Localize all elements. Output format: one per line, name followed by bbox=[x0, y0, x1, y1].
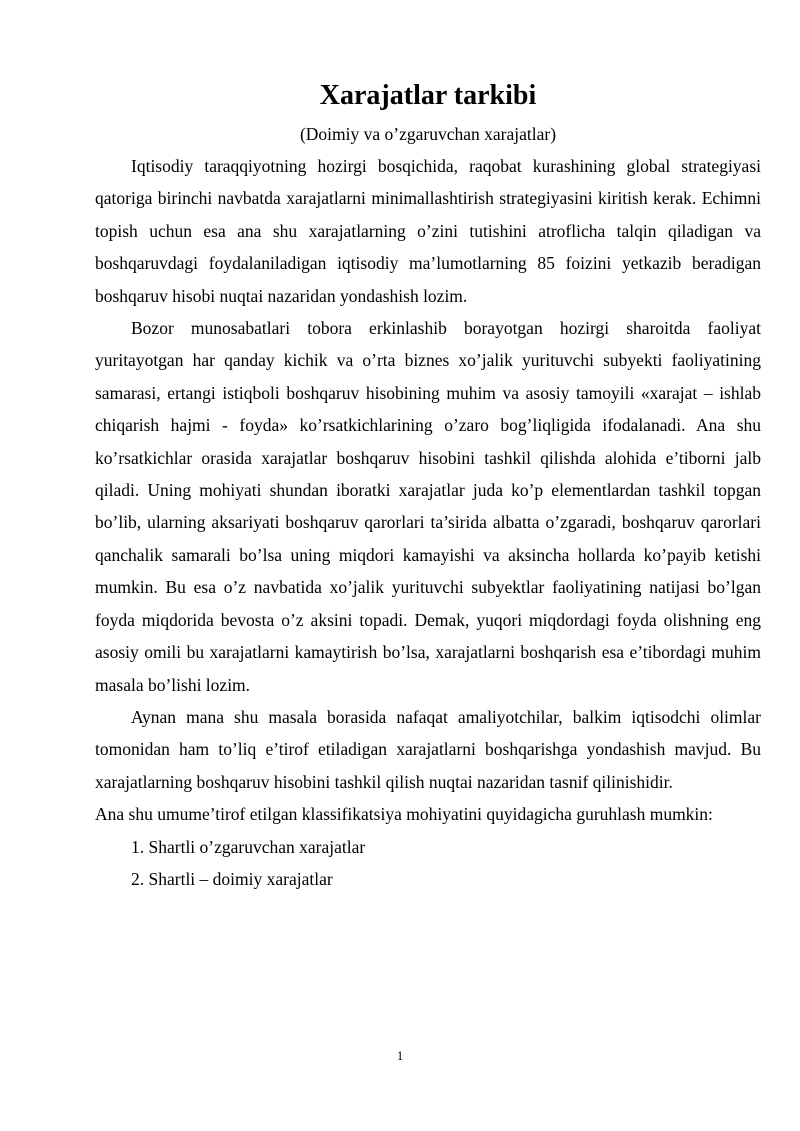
paragraph-1: Iqtisodiy taraqqiyotning hozirgi bosqichida, raqobat kurashining global strategiyasi qatoriga birinchi navbatda xarajatlarni minimallashtirish strategiyasini kiritish kerak. Echimni topish uchun esa ana shu xarajatlarning o’zini tutishini atroflicha talqin qiladigan va boshqaruvdagi foydalaniladigan iqtisodiy ma’lumotlarning 85 foizini yetkazib beradigan boshqaruv hisobi nuqtai nazaridan yondashish lozim. bbox=[95, 156, 761, 306]
classification-intro: Ana shu umume’tirof etilgan klassifikatsiya mohiyatini quyidagicha guruhlash mumkin: bbox=[95, 804, 713, 825]
document-subtitle: (Doimiy va o’zgaruvchan xarajatlar) bbox=[299, 124, 557, 144]
paragraph-2: Bozor munosabatlari tobora erkinlashib borayotgan hozirgi sharoitda faoliyat yuritayotgan har qanday kichik va o’rta biznes xo’jalik yurituvchi subyekti faoliyatining samarasi, ertangi istiqboli boshqaruv hisobining muhim va asosiy tamoyili «xarajat – ishlab chiqarish hajmi - foyda» ko’rsatkichlarining o’zaro bog’liqligida ifodalanadi. Ana shu ko’rsatkichlar orasida xarajatlar boshqaruv hisobini tashkil qilishda alohida e’tiborni jalb qiladi. Uning mohiyati shundan iboratki xarajatlar juda ko’p elementlardan tashkil topgan bo’lib, ularning aksariyati boshqaruv qarorlari ta’sirida albatta o’zgaradi, boshqaruv qarorlari qanchalik samarali bo’lsa uning miqdori kamayishi va aksincha hollarda ko’payib ketishi mumkin. Bu esa o’z navbatida xo’jalik yurituvchi subyektlar faoliyatining natijasi bo’lgan foyda miqdorida bevosta o’z aksini topadi. Demak, yuqori miqdordagi foyda olishning eng asosiy omili bu xarajatlarni kamaytirish bo’lsa, xarajatlarni boshqarish esa e’tibordagi muhim masala bo’lishi lozim. bbox=[95, 318, 761, 695]
paragraph-3: Aynan mana shu masala borasida nafaqat amaliyotchilar, balkim iqtisodchi olimlar tomonidan ham to’liq e’tirof etiladigan xarajatlarni boshqarishga yondashish mavjud. Bu xarajatlarning boshqaruv hisobini tashkil qilish nuqtai nazaridan tasnif qilinishidir. bbox=[95, 706, 761, 792]
page-number: 1 bbox=[396, 1048, 404, 1063]
document-title: Xarajatlar tarkibi bbox=[319, 80, 537, 111]
list-item: 1. Shartli o’zgaruvchan xarajatlar bbox=[131, 836, 366, 857]
classification-list bbox=[95, 831, 761, 896]
list-item: 2. Shartli – doimiy xarajatlar bbox=[131, 868, 333, 889]
document-body bbox=[95, 74, 761, 895]
